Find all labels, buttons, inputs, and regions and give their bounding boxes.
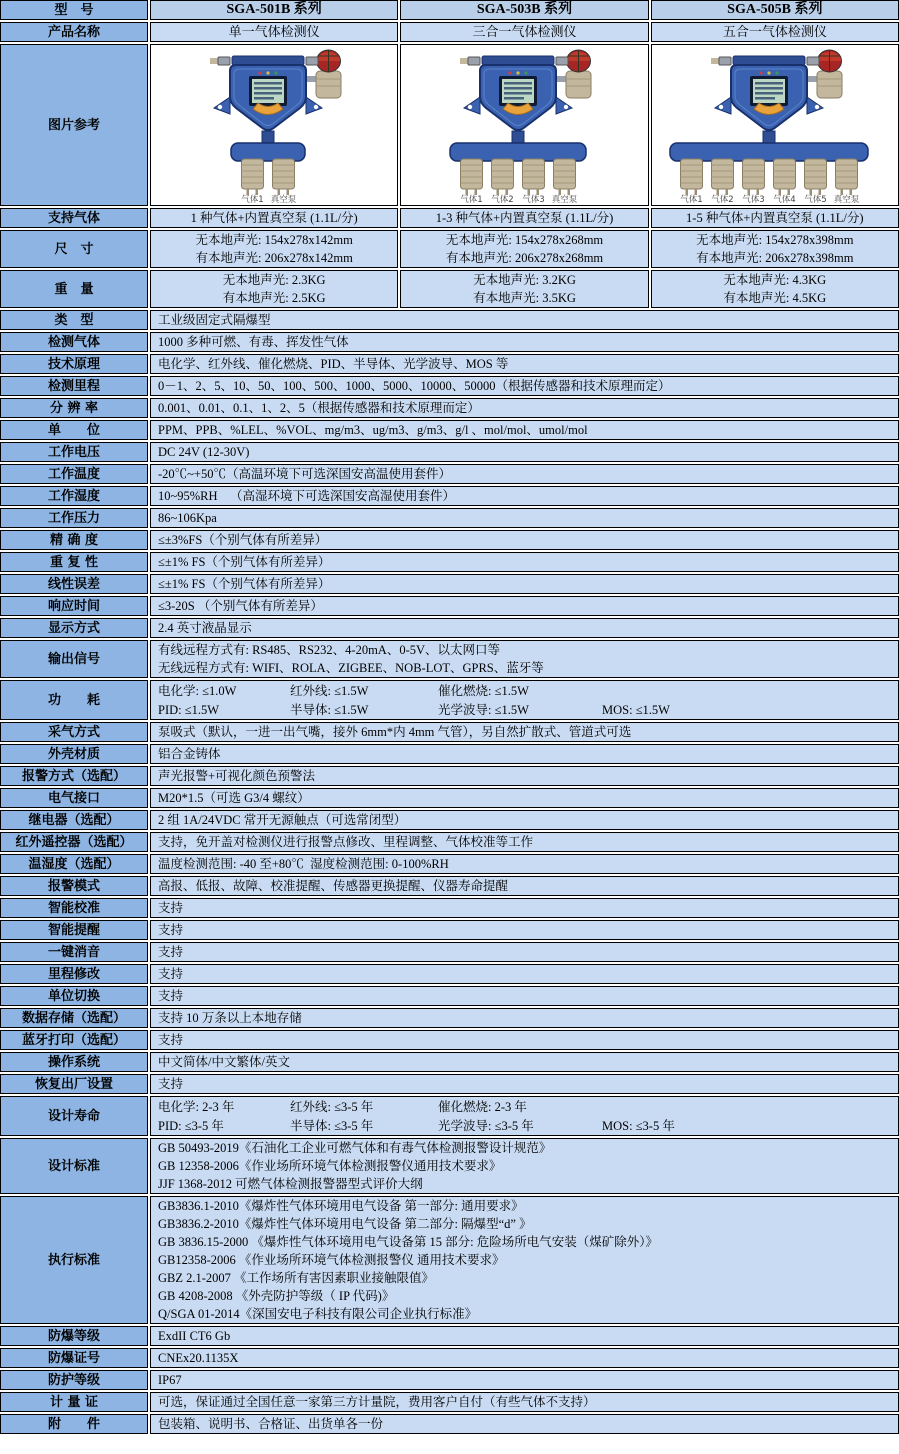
device-image-three-in-one <box>400 44 648 206</box>
value-line: 支持，免开盖对检测仪进行报警点修改、里程调整、气体校准等工作 <box>158 835 534 849</box>
value-line: JJF 1368-2012 可燃气体检测报警器型式评价大纲 <box>158 1177 423 1191</box>
row-label: 外壳材质 <box>0 744 148 764</box>
row-label: 输出信号 <box>0 640 148 678</box>
model-row <box>0 0 899 20</box>
row-value <box>150 508 899 528</box>
spec-row <box>0 1030 899 1050</box>
value-line: 86~106Kpa <box>158 511 217 525</box>
sensor-label: 气体3 <box>742 195 765 205</box>
sensor-label: 气体1 <box>241 195 264 205</box>
row-value <box>150 854 899 874</box>
row-value <box>150 1196 899 1324</box>
spec-row <box>0 332 899 352</box>
spec-row <box>0 876 899 896</box>
gas-detector-illustration <box>156 45 392 205</box>
detector-body <box>711 56 823 130</box>
row-value <box>150 530 899 550</box>
value-line: ≤3-20S （个别气体有所差异） <box>158 599 323 613</box>
row-label: 尺 寸 <box>0 230 148 268</box>
row-value <box>651 208 899 228</box>
value-segment: 电化学: 2-3 年 <box>158 1100 235 1114</box>
sensor-label: 气体4 <box>773 195 796 205</box>
row-value <box>150 1348 899 1368</box>
sensor-label: 气体2 <box>711 195 734 205</box>
value-line: GB3836.1-2010《爆炸性气体环境用电气设备 第一部分: 通用要求》 <box>158 1199 524 1213</box>
value-line: ExdII CT6 Gb <box>158 1329 231 1343</box>
row-label: 工作压力 <box>0 508 148 528</box>
value-line: GB3836.2-2010《爆炸性气体环境用电气设备 第二部分: 隔爆型“d” 》 <box>158 1217 532 1231</box>
value-line: IP67 <box>158 1373 182 1387</box>
row-label: 一键消音 <box>0 942 148 962</box>
spec-row <box>0 420 899 440</box>
row-value <box>150 1326 899 1346</box>
device-image-single-gas <box>150 44 398 206</box>
spec-row <box>0 680 899 720</box>
value-segment: 红外线: ≤3-5 年 <box>290 1100 374 1114</box>
row-label: 数据存储（选配） <box>0 1008 148 1028</box>
spec-row <box>0 1326 899 1346</box>
row-label: 单位切换 <box>0 986 148 1006</box>
row-label: 报警模式 <box>0 876 148 896</box>
row-label: 检测里程 <box>0 376 148 396</box>
gas-detector-illustration <box>406 45 642 205</box>
row-label: 响应时间 <box>0 596 148 616</box>
spec-row <box>0 766 899 786</box>
row-label: 线性误差 <box>0 574 148 594</box>
spec-row <box>0 964 899 984</box>
value-line: 可选，保证通过全国任意一家第三方计量院，费用客户自付（有些气体不支持） <box>158 1395 596 1409</box>
spec-row <box>0 354 899 374</box>
spec-row <box>0 854 899 874</box>
row-value <box>150 942 899 962</box>
row-value <box>150 486 899 506</box>
value-line: 高报、低报、故障、校准提醒、传感器更换提醒、仪器寿命提醒 <box>158 879 509 893</box>
sensor-label: 真空泵 <box>270 195 297 205</box>
value-line: 铝合金铸体 <box>158 747 221 761</box>
value-line: 1 种气体+内置真空泵 (1.1L/分) <box>190 211 358 225</box>
row-value <box>150 332 899 352</box>
value-line <box>158 1116 891 1135</box>
row-label: 设计寿命 <box>0 1096 148 1136</box>
row-value <box>150 1052 899 1072</box>
value-line: 支持 <box>158 989 184 1003</box>
model-sga-503b <box>400 0 648 20</box>
row-label: 工作电压 <box>0 442 148 462</box>
row-value <box>150 876 899 896</box>
value-line: ≤±1% FS（个别气体有所差异） <box>158 555 331 569</box>
device-image-five-in-one <box>651 44 899 206</box>
value-line: 有线远程方式有: RS485、RS232、4-20mA、0-5V、以太网口等 <box>158 643 501 657</box>
spec-row <box>0 1052 899 1072</box>
row-label: 恢复出厂设置 <box>0 1074 148 1094</box>
spec-row <box>0 596 899 616</box>
row-value <box>150 1392 899 1412</box>
sensor-cylinder <box>241 159 263 205</box>
row-label: 分 辨 率 <box>0 398 148 418</box>
image-row <box>0 44 899 206</box>
row-value <box>400 270 648 308</box>
row-label: 设计标准 <box>0 1138 148 1194</box>
row-label: 防爆等级 <box>0 1326 148 1346</box>
model-sga-501b <box>150 0 398 20</box>
value-line: 无本地声光: 154x278x398mm <box>696 233 854 247</box>
spec-row <box>0 442 899 462</box>
row-label: 技术原理 <box>0 354 148 374</box>
value-segment: MOS: ≤1.5W <box>602 703 670 717</box>
row-value <box>150 680 899 720</box>
row-label: 执行标准 <box>0 1196 148 1324</box>
value-line: 10~95%RH （高湿环境下可选深国安高湿使用套件） <box>158 489 456 503</box>
row-label: 功 耗 <box>0 680 148 720</box>
spec-row <box>0 898 899 918</box>
spec-row <box>0 574 899 594</box>
manifold-bar <box>670 143 868 161</box>
image-row-label: 图片参考 <box>0 44 148 206</box>
row-label: 防爆证号 <box>0 1348 148 1368</box>
value-line: DC 24V (12-30V) <box>158 445 250 459</box>
row-value <box>651 230 899 268</box>
row-label: 单 位 <box>0 420 148 440</box>
value-line: 无本地声光: 154x278x268mm <box>445 233 604 247</box>
value-line: 支持 <box>158 901 184 915</box>
spec-row <box>0 398 899 418</box>
row-value <box>150 552 899 572</box>
spec-row <box>0 832 899 852</box>
value-segment: 半导体: ≤1.5W <box>290 703 369 717</box>
value-line: CNEx20.1135X <box>158 1351 239 1365</box>
compare-row <box>0 270 899 308</box>
value-line: 有本地声光: 3.5KG <box>473 291 576 305</box>
value-line: Q/SGA 01-2014《深国安电子科技有限公司企业执行标准》 <box>158 1307 478 1321</box>
value-line: 支持 <box>158 945 184 959</box>
row-value <box>150 618 899 638</box>
spec-row <box>0 788 899 808</box>
row-value <box>150 420 899 440</box>
value-line: 支持 <box>158 923 184 937</box>
sensor-cylinder <box>804 159 826 205</box>
value-segment: 催化燃烧: ≤1.5W <box>438 684 529 698</box>
row-label: 重 复 性 <box>0 552 148 572</box>
compare-row <box>0 208 899 228</box>
row-value <box>150 230 398 268</box>
spec-row <box>0 1096 899 1136</box>
row-value <box>150 376 899 396</box>
spec-row <box>0 464 899 484</box>
value-segment: PID: ≤3-5 年 <box>158 1119 224 1133</box>
sensor-cylinder <box>680 159 702 205</box>
row-label: 智能校准 <box>0 898 148 918</box>
sensor-label: 气体1 <box>460 195 484 205</box>
row-label: 附 件 <box>0 1414 148 1434</box>
sensor-label: 气体5 <box>804 195 827 205</box>
value-line: 泵吸式（默认，一进一出气嘴，接外 6mm*内 4mm 气管），另自然扩散式、管道式可选 <box>158 725 632 739</box>
value-line: 有本地声光: 206x278x398mm <box>696 251 854 265</box>
value-line: 有本地声光: 2.5KG <box>222 291 326 305</box>
value-segment: 电化学: ≤1.0W <box>158 684 237 698</box>
row-label: 精 确 度 <box>0 530 148 550</box>
sensor-cylinder <box>492 159 514 205</box>
spec-row <box>0 486 899 506</box>
value-line: 电化学、红外线、催化燃烧、PID、半导体、光学波导、MOS 等 <box>158 357 509 371</box>
spec-row <box>0 744 899 764</box>
value-line: 有本地声光: 4.5KG <box>723 291 827 305</box>
value-line: ≤±1% FS（个别气体有所差异） <box>158 577 331 591</box>
device-screen <box>750 76 788 106</box>
row-label: 检测气体 <box>0 332 148 352</box>
spec-row <box>0 986 899 1006</box>
sensor-cylinder <box>271 159 297 205</box>
value-segment: 光学波导: ≤1.5W <box>438 703 529 717</box>
row-value <box>150 1074 899 1094</box>
value-line: 工业级固定式隔爆型 <box>158 313 271 327</box>
spec-row <box>0 810 899 830</box>
value-segment: 催化燃烧: 2-3 年 <box>438 1100 527 1114</box>
row-value <box>150 810 899 830</box>
sensor-cylinder <box>742 159 764 205</box>
row-value <box>150 1096 899 1136</box>
compare-row <box>0 230 899 268</box>
spec-row <box>0 530 899 550</box>
manifold-bar <box>450 143 586 161</box>
row-label: 红外遥控器（选配） <box>0 832 148 852</box>
sensor-cylinder <box>834 159 860 205</box>
row-label: 工作湿度 <box>0 486 148 506</box>
row-value <box>150 310 899 330</box>
manifold-bar <box>231 143 305 161</box>
row-label: 计 量 证 <box>0 1392 148 1412</box>
value-line <box>158 681 891 700</box>
spec-row <box>0 508 899 528</box>
value-line: -20℃~+50℃（高温环境下可选深国安高温使用套件） <box>158 467 451 481</box>
value-line <box>158 700 891 719</box>
row-value <box>150 898 899 918</box>
row-label: 继电器（选配） <box>0 810 148 830</box>
sensor-cylinder <box>552 159 578 205</box>
value-line: GB 3836.15-2000 《爆炸性气体环境用电气设备第 15 部分: 危险场所电气安装（煤矿除外）》 <box>158 1235 659 1249</box>
row-value <box>150 744 899 764</box>
row-label: 防护等级 <box>0 1370 148 1390</box>
value-line: M20*1.5（可选 G3/4 螺纹） <box>158 791 310 805</box>
sensor-cylinder <box>711 159 733 205</box>
value-line: 支持 <box>158 1033 184 1047</box>
spec-row <box>0 310 899 330</box>
row-value <box>150 1008 899 1028</box>
value-line: 支持 10 万条以上本地存储 <box>158 1011 302 1025</box>
spec-row <box>0 1196 899 1324</box>
spec-row <box>0 1348 899 1368</box>
product-name-503b: 三合一气体检测仪 <box>400 22 648 42</box>
sensor-label: 真空泵 <box>833 195 860 205</box>
value-line: 无本地声光: 3.2KG <box>473 273 576 287</box>
value-segment: 光学波导: ≤3-5 年 <box>438 1119 534 1133</box>
row-label: 里程修改 <box>0 964 148 984</box>
row-value <box>150 920 899 940</box>
row-value <box>150 398 899 418</box>
value-line: 中文简体/中文繁体/英文 <box>158 1055 290 1069</box>
row-value <box>150 1370 899 1390</box>
value-line: 有本地声光: 206x278x268mm <box>445 251 604 265</box>
spec-row <box>0 640 899 678</box>
row-label: 报警方式（选配） <box>0 766 148 786</box>
row-value <box>150 1138 899 1194</box>
row-value <box>150 596 899 616</box>
value-line: 支持 <box>158 967 184 981</box>
value-line: 无线远程方式有: WIFI、ROLA、ZIGBEE、NOB-LOT、GPRS、蓝牙等 <box>158 661 544 675</box>
model-name: SGA-505B 系列 <box>727 2 823 17</box>
sensor-cylinder <box>773 159 795 205</box>
row-value <box>150 640 899 678</box>
value-line: ≤±3%FS（个别气体有所差异） <box>158 533 328 547</box>
value-line: 有本地声光: 206x278x142mm <box>195 251 353 265</box>
detector-body <box>210 56 322 130</box>
row-label: 操作系统 <box>0 1052 148 1072</box>
spec-row <box>0 1414 899 1434</box>
sensor-label: 气体3 <box>522 195 546 205</box>
spec-row <box>0 376 899 396</box>
row-label: 支持气体 <box>0 208 148 228</box>
row-value <box>150 574 899 594</box>
row-label: 显示方式 <box>0 618 148 638</box>
device-screen <box>499 76 537 106</box>
row-value <box>150 722 899 742</box>
sensor-label: 气体1 <box>680 195 703 205</box>
value-line: 无本地声光: 4.3KG <box>723 273 827 287</box>
value-line: GB 50493-2019《石油化工企业可燃气体和有毒气体检测报警设计规范》 <box>158 1141 552 1155</box>
product-name-row <box>0 22 899 42</box>
value-segment: PID: ≤1.5W <box>158 703 220 717</box>
row-value <box>150 354 899 374</box>
row-value <box>651 270 899 308</box>
value-line: GB 4208-2008 《外壳防护等级（ IP 代码)》 <box>158 1289 395 1303</box>
spec-row <box>0 1074 899 1094</box>
value-line: 温度检测范围: -40 至+80℃ 湿度检测范围: 0-100%RH <box>158 857 449 871</box>
row-value <box>150 1414 899 1434</box>
value-line: GB 12358-2006《作业场所环境气体检测报警仪通用技术要求》 <box>158 1159 502 1173</box>
value-segment: 红外线: ≤1.5W <box>290 684 369 698</box>
value-line: 1-5 种气体+内置真空泵 (1.1L/分) <box>686 211 864 225</box>
spec-row <box>0 722 899 742</box>
row-label: 温湿度（选配） <box>0 854 148 874</box>
row-label: 智能提醒 <box>0 920 148 940</box>
row-label: 重 量 <box>0 270 148 308</box>
value-line: 2 组 1A/24VDC 常开无源触点（可选常闭型） <box>158 813 407 827</box>
row-value <box>150 464 899 484</box>
sensor-label: 真空泵 <box>552 195 578 205</box>
product-name-505b: 五合一气体检测仪 <box>651 22 899 42</box>
value-line: GB12358-2006 《作业场所环境气体检测报警仪 通用技术要求》 <box>158 1253 505 1267</box>
spec-row <box>0 1370 899 1390</box>
value-line: 无本地声光: 154x278x142mm <box>195 233 353 247</box>
value-line: 无本地声光: 2.3KG <box>222 273 326 287</box>
row-label: 工作温度 <box>0 464 148 484</box>
row-value <box>150 208 398 228</box>
sensor-label: 气体2 <box>491 195 515 205</box>
sensor-cylinder <box>461 159 483 205</box>
value-line: 0－1、2、5、10、50、100、500、1000、5000、10000、50000（根据传感器和技术原理而定） <box>158 379 671 393</box>
model-name: SGA-501B 系列 <box>226 2 322 17</box>
value-line: 0.001、0.01、0.1、1、2、5（根据传感器和技术原理而定） <box>158 401 480 415</box>
value-line: 声光报警+可视化颜色预警法 <box>158 769 316 783</box>
row-label: 采气方式 <box>0 722 148 742</box>
value-line: 1-3 种气体+内置真空泵 (1.1L/分) <box>435 211 614 225</box>
row-value <box>150 442 899 462</box>
value-line: 包装箱、说明书、合格证、出货单各一份 <box>158 1417 384 1431</box>
spec-row <box>0 942 899 962</box>
detector-body <box>460 56 572 130</box>
value-segment: 半导体: ≤3-5 年 <box>290 1119 374 1133</box>
value-line: 支持 <box>158 1077 184 1091</box>
sensor-cylinder <box>523 159 545 205</box>
device-screen <box>249 76 287 106</box>
spec-row <box>0 552 899 572</box>
product-name-label: 产品名称 <box>0 22 148 42</box>
spec-row <box>0 1008 899 1028</box>
model-sga-505b <box>651 0 899 20</box>
model-row-label: 型 号 <box>0 0 148 20</box>
gas-detector-illustration <box>657 45 893 205</box>
row-value <box>150 766 899 786</box>
value-line <box>158 1097 891 1116</box>
row-value <box>150 986 899 1006</box>
value-line: PPM、PPB、%LEL、%VOL、mg/m3、ug/m3、g/m3、g/l 、mol/mol、umol/mol <box>158 423 588 437</box>
row-value <box>400 208 648 228</box>
value-segment: MOS: ≤3-5 年 <box>602 1119 675 1133</box>
row-value <box>150 788 899 808</box>
value-line: 2.4 英寸液晶显示 <box>158 621 252 635</box>
row-value <box>150 270 398 308</box>
spec-row <box>0 1392 899 1412</box>
spec-row <box>0 920 899 940</box>
row-label: 电气接口 <box>0 788 148 808</box>
row-label: 类 型 <box>0 310 148 330</box>
value-line: 1000 多种可燃、有毒、挥发性气体 <box>158 335 349 349</box>
row-value <box>150 1030 899 1050</box>
row-label: 蓝牙打印（选配） <box>0 1030 148 1050</box>
product-name-501b: 单一气体检测仪 <box>150 22 398 42</box>
value-line: GBZ 2.1-2007 《工作场所有害因素职业接触限值》 <box>158 1271 435 1285</box>
spec-row <box>0 1138 899 1194</box>
row-value <box>150 832 899 852</box>
row-value <box>150 964 899 984</box>
spec-row <box>0 618 899 638</box>
model-name: SGA-503B 系列 <box>476 2 573 17</box>
row-value <box>400 230 648 268</box>
